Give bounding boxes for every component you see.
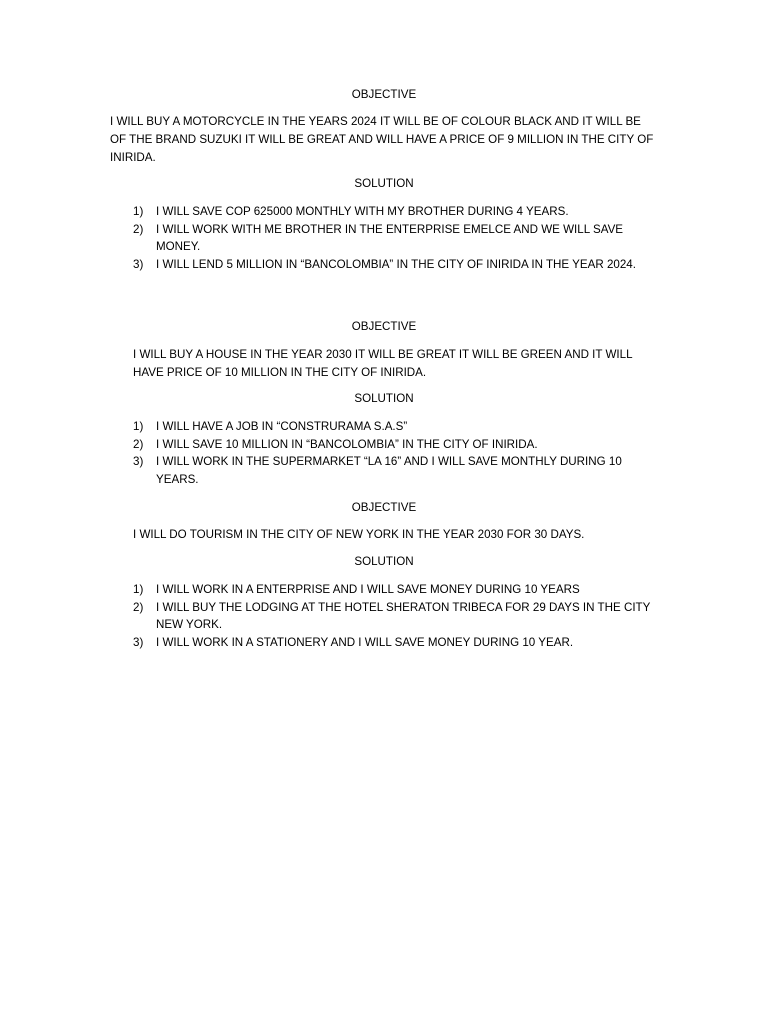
list-item <box>133 221 638 256</box>
list-item-number: 2) <box>133 222 144 236</box>
solution-heading-3: SOLUTION <box>354 555 414 568</box>
list-item <box>133 453 648 488</box>
objective-heading-3: OBJECTIVE <box>351 501 417 514</box>
list-item <box>133 418 648 436</box>
objective-text-3: I WILL DO TOURISM IN THE CITY OF NEW YORK IN THE YEAR 2030 FOR 30 DAYS. <box>133 528 585 541</box>
list-item <box>133 436 648 454</box>
list-item-text: I WILL HAVE A JOB IN “CONSTRURAMA S.A.S” <box>156 420 408 433</box>
list-item-text: I WILL SAVE 10 MILLION IN “BANCOLOMBIA” IN THE CITY OF INIRIDA. <box>156 437 538 451</box>
list-item-text: I WILL WORK IN A STATIONERY AND I WILL SAVE MONEY DURING 10 YEAR. <box>156 635 574 649</box>
list-item <box>133 203 638 221</box>
list-item <box>133 634 658 652</box>
list-item-number: 2) <box>133 600 144 614</box>
list-item-number: 1) <box>133 583 144 596</box>
list-item-text: I WILL WORK IN THE SUPERMARKET “LA 16” AND I WILL SAVE MONTHLY DURING 10 YEARS. <box>156 455 622 486</box>
solution-list-2 <box>133 418 648 488</box>
list-item-text: I WILL BUY THE LODGING AT THE HOTEL SHERATON TRIBECA FOR 29 DAYS IN THE CITY NEW YORK. <box>156 600 651 631</box>
objective-heading-2: OBJECTIVE <box>351 320 417 333</box>
objective-heading-1: OBJECTIVE <box>351 88 417 101</box>
list-item <box>133 599 658 634</box>
solution-heading-2: SOLUTION <box>354 392 414 405</box>
list-item-text: I WILL WORK IN A ENTERPRISE AND I WILL SAVE MONEY DURING 10 YEARS <box>156 583 580 596</box>
list-item-text: I WILL LEND 5 MILLION IN “BANCOLOMBIA” IN THE CITY OF INIRIDA IN THE YEAR 2024. <box>156 257 636 271</box>
list-item-number: 1) <box>133 420 144 433</box>
list-item-text: I WILL SAVE COP 625000 MONTHLY WITH MY BROTHER DURING 4 YEARS. <box>156 205 569 218</box>
list-item-number: 1) <box>133 205 144 218</box>
list-item-number: 3) <box>133 635 144 649</box>
list-item-number: 3) <box>133 455 144 468</box>
list-item-text: I WILL WORK WITH ME BROTHER IN THE ENTERPRISE EMELCE AND WE WILL SAVE MONEY. <box>156 222 624 253</box>
list-item <box>133 256 638 274</box>
solution-heading-1: SOLUTION <box>354 177 414 190</box>
objective-text-1: I WILL BUY A MOTORCYCLE IN THE YEARS 2024 IT WILL BE OF COLOUR BLACK AND IT WILL BE OF THE BRAND SUZUKI IT WILL BE GREAT AND WILL HAVE A PRICE OF 9 MILLION IN THE CITY OF INIRIDA. <box>110 115 654 164</box>
objective-text-2: I WILL BUY A HOUSE IN THE YEAR 2030 IT WILL BE GREAT IT WILL BE GREEN AND IT WILL HAVE PRICE OF 10 MILLION IN THE CITY OF INIRIDA. <box>133 348 633 379</box>
list-item <box>133 581 658 599</box>
list-item-number: 2) <box>133 437 144 451</box>
list-item-number: 3) <box>133 257 144 271</box>
solution-list-3 <box>133 581 658 651</box>
solution-list-1 <box>133 203 638 273</box>
